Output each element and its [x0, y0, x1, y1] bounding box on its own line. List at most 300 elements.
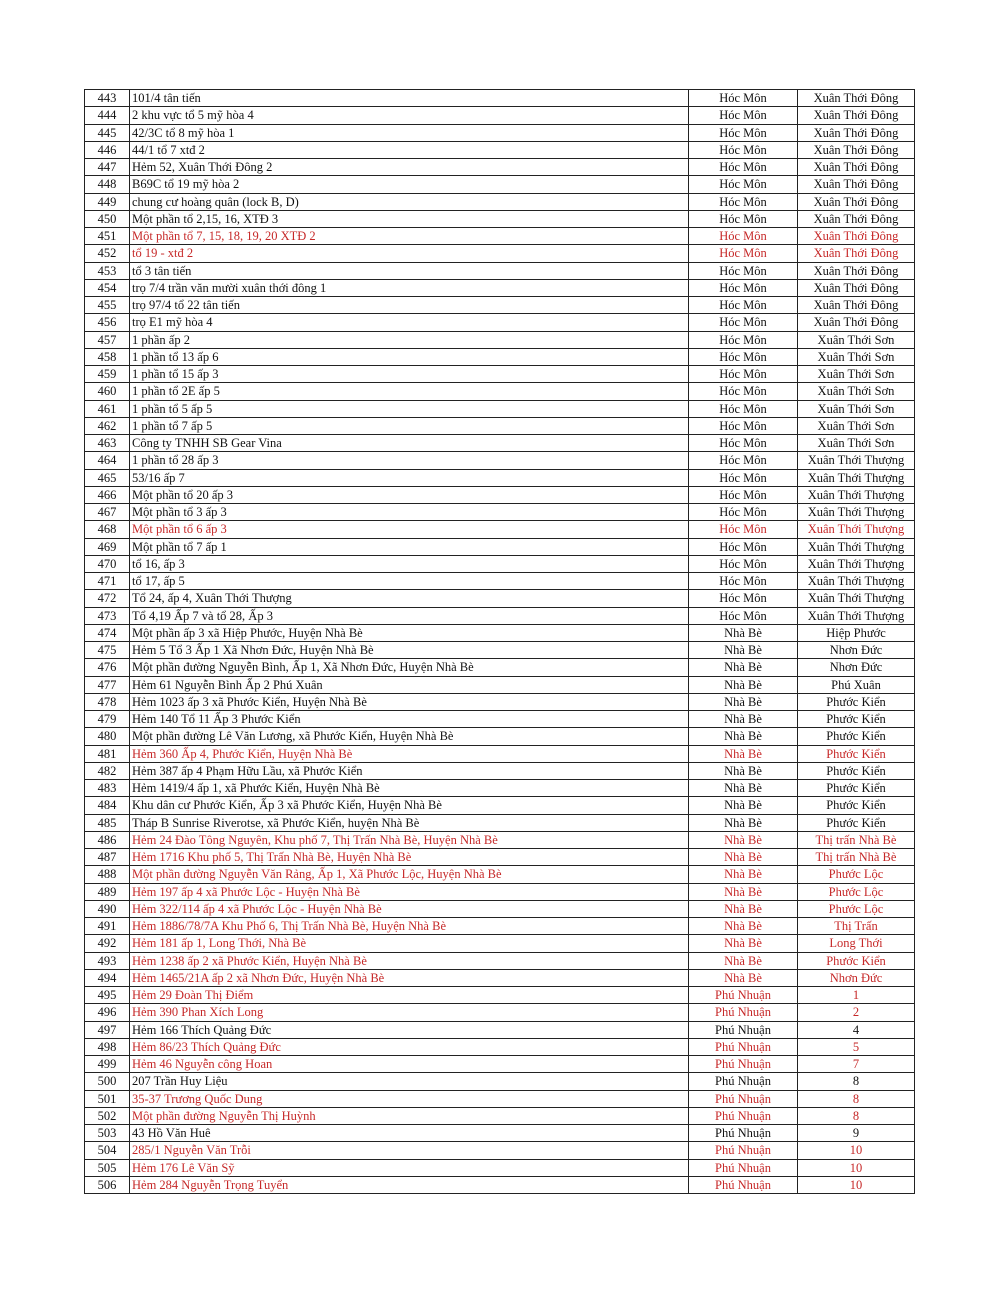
- table-row: [85, 900, 915, 917]
- table-row: [85, 435, 915, 452]
- row-number-cell: 499: [85, 1056, 130, 1073]
- table-row: [85, 348, 915, 365]
- row-number-cell: 476: [85, 659, 130, 676]
- address-cell: Một phần đường Nguyễn Thị Huỳnh: [130, 1107, 689, 1124]
- district-cell: Nhà Bè: [689, 711, 798, 728]
- row-number-cell: 479: [85, 711, 130, 728]
- row-number-cell: 446: [85, 141, 130, 158]
- table-row: [85, 314, 915, 331]
- table-row: [85, 400, 915, 417]
- table-row: [85, 1004, 915, 1021]
- table-row: [85, 417, 915, 434]
- address-cell: Hẻm 61 Nguyễn Bình Ấp 2 Phú Xuân: [130, 676, 689, 693]
- row-number-cell: 486: [85, 831, 130, 848]
- district-cell: Hóc Môn: [689, 504, 798, 521]
- row-number-cell: 466: [85, 486, 130, 503]
- ward-cell: Xuân Thới Thượng: [798, 573, 915, 590]
- ward-cell: Phước Kiển: [798, 762, 915, 779]
- district-cell: Nhà Bè: [689, 728, 798, 745]
- address-cell: tổ 16, ấp 3: [130, 555, 689, 572]
- address-cell: 1 phần tổ 2E ấp 5: [130, 383, 689, 400]
- table-row: [85, 1142, 915, 1159]
- address-cell: Hẻm 5 Tổ 3 Ấp 1 Xã Nhơn Đức, Huyện Nhà Bè: [130, 642, 689, 659]
- district-cell: Nhà Bè: [689, 762, 798, 779]
- row-number-cell: 503: [85, 1125, 130, 1142]
- row-number-cell: 490: [85, 900, 130, 917]
- row-number-cell: 443: [85, 90, 130, 107]
- address-cell: 1 phần tổ 5 ấp 5: [130, 400, 689, 417]
- district-cell: Hóc Môn: [689, 400, 798, 417]
- district-cell: Phú Nhuận: [689, 1038, 798, 1055]
- ward-cell: Phước Kiển: [798, 728, 915, 745]
- district-cell: Hóc Môn: [689, 331, 798, 348]
- address-cell: 207 Trần Huy Liệu: [130, 1073, 689, 1090]
- ward-cell: Xuân Thới Sơn: [798, 400, 915, 417]
- address-cell: 35-37 Trương Quốc Dung: [130, 1090, 689, 1107]
- table-row: [85, 1176, 915, 1193]
- district-cell: Hóc Môn: [689, 176, 798, 193]
- district-cell: Nhà Bè: [689, 624, 798, 641]
- ward-cell: Xuân Thới Sơn: [798, 366, 915, 383]
- ward-cell: Xuân Thới Đông: [798, 245, 915, 262]
- table-row: [85, 228, 915, 245]
- row-number-cell: 488: [85, 866, 130, 883]
- row-number-cell: 483: [85, 780, 130, 797]
- ward-cell: Phước Kiển: [798, 745, 915, 762]
- address-cell: 2 khu vực tổ 5 mỹ hòa 4: [130, 107, 689, 124]
- district-cell: Hóc Môn: [689, 159, 798, 176]
- address-cell: Hẻm 46 Nguyễn công Hoan: [130, 1056, 689, 1073]
- address-cell: Một phần tổ 2,15, 16, XTĐ 3: [130, 210, 689, 227]
- row-number-cell: 480: [85, 728, 130, 745]
- row-number-cell: 450: [85, 210, 130, 227]
- table-row: [85, 780, 915, 797]
- district-cell: Phú Nhuận: [689, 1125, 798, 1142]
- row-number-cell: 451: [85, 228, 130, 245]
- ward-cell: Xuân Thới Đông: [798, 124, 915, 141]
- district-cell: Hóc Môn: [689, 521, 798, 538]
- ward-cell: Xuân Thới Đông: [798, 107, 915, 124]
- ward-cell: Hiệp Phước: [798, 624, 915, 641]
- row-number-cell: 498: [85, 1038, 130, 1055]
- address-cell: Hẻm 52, Xuân Thới Đông 2: [130, 159, 689, 176]
- ward-cell: Xuân Thới Đông: [798, 210, 915, 227]
- address-cell: tổ 19 - xtđ 2: [130, 245, 689, 262]
- ward-cell: Xuân Thới Sơn: [798, 331, 915, 348]
- district-cell: Nhà Bè: [689, 814, 798, 831]
- table-row: [85, 711, 915, 728]
- ward-cell: 2: [798, 1004, 915, 1021]
- row-number-cell: 458: [85, 348, 130, 365]
- address-cell: Một phần đường Lê Văn Lương, xã Phước Kiển, Huyện Nhà Bè: [130, 728, 689, 745]
- table-row: [85, 849, 915, 866]
- ward-cell: 1: [798, 987, 915, 1004]
- row-number-cell: 501: [85, 1090, 130, 1107]
- row-number-cell: 504: [85, 1142, 130, 1159]
- row-number-cell: 491: [85, 918, 130, 935]
- table-row: [85, 797, 915, 814]
- address-cell: Một phần ấp 3 xã Hiệp Phước, Huyện Nhà Bè: [130, 624, 689, 641]
- row-number-cell: 481: [85, 745, 130, 762]
- district-cell: Hóc Môn: [689, 210, 798, 227]
- ward-cell: Nhơn Đức: [798, 969, 915, 986]
- district-cell: Hóc Môn: [689, 590, 798, 607]
- ward-cell: 8: [798, 1107, 915, 1124]
- district-cell: Hóc Môn: [689, 245, 798, 262]
- table-row: [85, 538, 915, 555]
- table-row: [85, 1125, 915, 1142]
- row-number-cell: 455: [85, 297, 130, 314]
- district-cell: Nhà Bè: [689, 831, 798, 848]
- address-cell: 1 phần tổ 13 ấp 6: [130, 348, 689, 365]
- row-number-cell: 445: [85, 124, 130, 141]
- table-row: [85, 1056, 915, 1073]
- address-cell: Hẻm 166 Thích Quảng Đức: [130, 1021, 689, 1038]
- address-cell: Một phần đường Nguyễn Bình, Ấp 1, Xã Nhơn Đức, Huyện Nhà Bè: [130, 659, 689, 676]
- address-cell: Hẻm 176 Lê Văn Sỹ: [130, 1159, 689, 1176]
- district-cell: Hóc Môn: [689, 417, 798, 434]
- district-cell: Hóc Môn: [689, 452, 798, 469]
- row-number-cell: 475: [85, 642, 130, 659]
- address-cell: Hẻm 322/114 ấp 4 xã Phước Lộc - Huyện Nhà Bè: [130, 900, 689, 917]
- table-row: [85, 279, 915, 296]
- table-row: [85, 590, 915, 607]
- table-row: [85, 486, 915, 503]
- address-cell: 1 phần tổ 28 ấp 3: [130, 452, 689, 469]
- row-number-cell: 468: [85, 521, 130, 538]
- district-cell: Phú Nhuận: [689, 1142, 798, 1159]
- row-number-cell: 494: [85, 969, 130, 986]
- address-cell: tổ 3 tân tiến: [130, 262, 689, 279]
- district-cell: Nhà Bè: [689, 918, 798, 935]
- address-cell: Hẻm 1886/78/7A Khu Phố 6, Thị Trấn Nhà Bè, Huyện Nhà Bè: [130, 918, 689, 935]
- district-cell: Nhà Bè: [689, 797, 798, 814]
- ward-cell: Phước Kiển: [798, 780, 915, 797]
- row-number-cell: 462: [85, 417, 130, 434]
- row-number-cell: 447: [85, 159, 130, 176]
- row-number-cell: 461: [85, 400, 130, 417]
- table-row: [85, 1159, 915, 1176]
- district-cell: Nhà Bè: [689, 780, 798, 797]
- table-row: [85, 383, 915, 400]
- row-number-cell: 459: [85, 366, 130, 383]
- district-cell: Hóc Môn: [689, 193, 798, 210]
- row-number-cell: 478: [85, 693, 130, 710]
- row-number-cell: 497: [85, 1021, 130, 1038]
- ward-cell: Xuân Thới Thượng: [798, 469, 915, 486]
- address-cell: Hẻm 1238 ấp 2 xã Phước Kiển, Huyện Nhà Bè: [130, 952, 689, 969]
- address-cell: Khu dân cư Phước Kiển, Ấp 3 xã Phước Kiển, Huyện Nhà Bè: [130, 797, 689, 814]
- ward-cell: Xuân Thới Sơn: [798, 435, 915, 452]
- ward-cell: 8: [798, 1090, 915, 1107]
- address-cell: Tổ 4,19 Ấp 7 và tổ 28, Ấp 3: [130, 607, 689, 624]
- district-cell: Nhà Bè: [689, 849, 798, 866]
- row-number-cell: 456: [85, 314, 130, 331]
- row-number-cell: 493: [85, 952, 130, 969]
- table-row: [85, 366, 915, 383]
- district-cell: Phú Nhuận: [689, 1107, 798, 1124]
- ward-cell: Thị trấn Nhà Bè: [798, 831, 915, 848]
- table-row: [85, 814, 915, 831]
- table-row: [85, 987, 915, 1004]
- address-cell: Hẻm 24 Đào Tông Nguyên, Khu phố 7, Thị Trấn Nhà Bè, Huyện Nhà Bè: [130, 831, 689, 848]
- row-number-cell: 473: [85, 607, 130, 624]
- ward-cell: Xuân Thới Thượng: [798, 521, 915, 538]
- table-row: [85, 762, 915, 779]
- ward-cell: 10: [798, 1142, 915, 1159]
- ward-cell: Xuân Thới Sơn: [798, 417, 915, 434]
- row-number-cell: 492: [85, 935, 130, 952]
- row-number-cell: 477: [85, 676, 130, 693]
- row-number-cell: 487: [85, 849, 130, 866]
- table-row: [85, 141, 915, 158]
- address-cell: Hẻm 181 ấp 1, Long Thới, Nhà Bè: [130, 935, 689, 952]
- ward-cell: Phước Lộc: [798, 866, 915, 883]
- table-row: [85, 952, 915, 969]
- ward-cell: 4: [798, 1021, 915, 1038]
- address-cell: Hẻm 29 Đoàn Thị Điểm: [130, 987, 689, 1004]
- address-cell: Một phần tổ 7 ấp 1: [130, 538, 689, 555]
- district-cell: Phú Nhuận: [689, 1159, 798, 1176]
- address-cell: tổ 17, ấp 5: [130, 573, 689, 590]
- row-number-cell: 444: [85, 107, 130, 124]
- ward-cell: 7: [798, 1056, 915, 1073]
- district-cell: Phú Nhuận: [689, 1073, 798, 1090]
- ward-cell: Phước Kiển: [798, 952, 915, 969]
- ward-cell: Xuân Thới Đông: [798, 262, 915, 279]
- ward-cell: Xuân Thới Đông: [798, 314, 915, 331]
- table-row: [85, 607, 915, 624]
- address-cell: Công ty TNHH SB Gear Vina: [130, 435, 689, 452]
- row-number-cell: 485: [85, 814, 130, 831]
- ward-cell: Xuân Thới Thượng: [798, 452, 915, 469]
- district-cell: Phú Nhuận: [689, 987, 798, 1004]
- address-cell: 43 Hồ Văn Huê: [130, 1125, 689, 1142]
- address-cell: Hẻm 387 ấp 4 Phạm Hữu Lầu, xã Phước Kiển: [130, 762, 689, 779]
- row-number-cell: 482: [85, 762, 130, 779]
- ward-cell: Nhơn Đức: [798, 659, 915, 676]
- address-cell: Hẻm 1465/21A ấp 2 xã Nhơn Đức, Huyện Nhà Bè: [130, 969, 689, 986]
- address-cell: Một phần tổ 3 ấp 3: [130, 504, 689, 521]
- address-cell: 53/16 ấp 7: [130, 469, 689, 486]
- address-cell: 1 phần ấp 2: [130, 331, 689, 348]
- ward-cell: 9: [798, 1125, 915, 1142]
- address-cell: 1 phần tổ 7 ấp 5: [130, 417, 689, 434]
- table-row: [85, 90, 915, 107]
- ward-cell: 10: [798, 1159, 915, 1176]
- table-body: [85, 90, 915, 1194]
- row-number-cell: 472: [85, 590, 130, 607]
- ward-cell: Phước Kiển: [798, 693, 915, 710]
- address-cell: Một phần tổ 7, 15, 18, 19, 20 XTĐ 2: [130, 228, 689, 245]
- table-row: [85, 159, 915, 176]
- ward-cell: Xuân Thới Đông: [798, 176, 915, 193]
- district-cell: Nhà Bè: [689, 659, 798, 676]
- district-cell: Nhà Bè: [689, 935, 798, 952]
- address-cell: Hẻm 1716 Khu phố 5, Thị Trấn Nhà Bè, Huyện Nhà Bè: [130, 849, 689, 866]
- row-number-cell: 448: [85, 176, 130, 193]
- district-cell: Nhà Bè: [689, 745, 798, 762]
- row-number-cell: 463: [85, 435, 130, 452]
- district-cell: Nhà Bè: [689, 676, 798, 693]
- row-number-cell: 506: [85, 1176, 130, 1193]
- row-number-cell: 467: [85, 504, 130, 521]
- address-cell: 42/3C tổ 8 mỹ hòa 1: [130, 124, 689, 141]
- ward-cell: Phước Kiển: [798, 797, 915, 814]
- table-row: [85, 883, 915, 900]
- row-number-cell: 452: [85, 245, 130, 262]
- district-cell: Hóc Môn: [689, 228, 798, 245]
- address-table: [84, 89, 915, 1194]
- row-number-cell: 489: [85, 883, 130, 900]
- row-number-cell: 457: [85, 331, 130, 348]
- ward-cell: Phước Kiển: [798, 814, 915, 831]
- row-number-cell: 484: [85, 797, 130, 814]
- table-row: [85, 555, 915, 572]
- row-number-cell: 502: [85, 1107, 130, 1124]
- ward-cell: Xuân Thới Đông: [798, 193, 915, 210]
- district-cell: Hóc Môn: [689, 279, 798, 296]
- district-cell: Nhà Bè: [689, 866, 798, 883]
- district-cell: Phú Nhuận: [689, 1090, 798, 1107]
- table-row: [85, 107, 915, 124]
- district-cell: Hóc Môn: [689, 555, 798, 572]
- address-cell: Hẻm 197 ấp 4 xã Phước Lộc - Huyện Nhà Bè: [130, 883, 689, 900]
- address-cell: chung cư hoàng quân (lock B, D): [130, 193, 689, 210]
- address-cell: trọ 7/4 trần văn mười xuân thới đông 1: [130, 279, 689, 296]
- address-cell: 1 phần tổ 15 ấp 3: [130, 366, 689, 383]
- district-cell: Hóc Môn: [689, 573, 798, 590]
- district-cell: Nhà Bè: [689, 900, 798, 917]
- table-row: [85, 935, 915, 952]
- district-cell: Hóc Môn: [689, 383, 798, 400]
- row-number-cell: 505: [85, 1159, 130, 1176]
- table-row: [85, 193, 915, 210]
- district-cell: Hóc Môn: [689, 348, 798, 365]
- row-number-cell: 474: [85, 624, 130, 641]
- ward-cell: Phước Lộc: [798, 900, 915, 917]
- table-row: [85, 659, 915, 676]
- district-cell: Hóc Môn: [689, 262, 798, 279]
- district-cell: Phú Nhuận: [689, 1176, 798, 1193]
- table-row: [85, 176, 915, 193]
- district-cell: Hóc Môn: [689, 107, 798, 124]
- ward-cell: Xuân Thới Đông: [798, 297, 915, 314]
- district-cell: Nhà Bè: [689, 642, 798, 659]
- district-cell: Hóc Môn: [689, 124, 798, 141]
- ward-cell: Xuân Thới Đông: [798, 228, 915, 245]
- row-number-cell: 465: [85, 469, 130, 486]
- district-cell: Hóc Môn: [689, 486, 798, 503]
- ward-cell: Xuân Thới Sơn: [798, 383, 915, 400]
- ward-cell: Long Thới: [798, 935, 915, 952]
- ward-cell: Xuân Thới Đông: [798, 141, 915, 158]
- row-number-cell: 500: [85, 1073, 130, 1090]
- table-row: [85, 521, 915, 538]
- table-row: [85, 245, 915, 262]
- ward-cell: Phú Xuân: [798, 676, 915, 693]
- address-cell: Hẻm 284 Nguyễn Trọng Tuyển: [130, 1176, 689, 1193]
- table-row: [85, 452, 915, 469]
- ward-cell: Xuân Thới Đông: [798, 159, 915, 176]
- ward-cell: 5: [798, 1038, 915, 1055]
- table-row: [85, 297, 915, 314]
- ward-cell: Xuân Thới Thượng: [798, 538, 915, 555]
- address-cell: Tháp B Sunrise Riverotse, xã Phước Kiển, huyện Nhà Bè: [130, 814, 689, 831]
- table-row: [85, 124, 915, 141]
- row-number-cell: 453: [85, 262, 130, 279]
- row-number-cell: 460: [85, 383, 130, 400]
- address-cell: Một phần tổ 20 ấp 3: [130, 486, 689, 503]
- address-cell: B69C tổ 19 mỹ hòa 2: [130, 176, 689, 193]
- table-row: [85, 866, 915, 883]
- address-cell: trọ E1 mỹ hòa 4: [130, 314, 689, 331]
- address-cell: Hẻm 390 Phan Xích Long: [130, 1004, 689, 1021]
- table-row: [85, 504, 915, 521]
- row-number-cell: 470: [85, 555, 130, 572]
- ward-cell: 8: [798, 1073, 915, 1090]
- table-row: [85, 1090, 915, 1107]
- district-cell: Hóc Môn: [689, 141, 798, 158]
- ward-cell: Xuân Thới Thượng: [798, 555, 915, 572]
- district-cell: Phú Nhuận: [689, 1021, 798, 1038]
- ward-cell: 10: [798, 1176, 915, 1193]
- ward-cell: Nhơn Đức: [798, 642, 915, 659]
- district-cell: Hóc Môn: [689, 297, 798, 314]
- table-row: [85, 831, 915, 848]
- ward-cell: Xuân Thới Đông: [798, 90, 915, 107]
- row-number-cell: 454: [85, 279, 130, 296]
- table-row: [85, 745, 915, 762]
- district-cell: Nhà Bè: [689, 969, 798, 986]
- address-cell: 44/1 tổ 7 xtđ 2: [130, 141, 689, 158]
- ward-cell: Xuân Thới Thượng: [798, 504, 915, 521]
- row-number-cell: 469: [85, 538, 130, 555]
- address-cell: Hẻm 1023 ấp 3 xã Phước Kiển, Huyện Nhà Bè: [130, 693, 689, 710]
- address-cell: Hẻm 1419/4 ấp 1, xã Phước Kiển, Huyện Nhà Bè: [130, 780, 689, 797]
- table-row: [85, 728, 915, 745]
- ward-cell: Xuân Thới Đông: [798, 279, 915, 296]
- address-cell: Tổ 24, ấp 4, Xuân Thới Thượng: [130, 590, 689, 607]
- address-cell: Một phần đường Nguyễn Văn Rảng, Ấp 1, Xã Phước Lộc, Huyện Nhà Bè: [130, 866, 689, 883]
- address-cell: 285/1 Nguyễn Văn Trỗi: [130, 1142, 689, 1159]
- address-cell: Một phần tổ 6 ấp 3: [130, 521, 689, 538]
- table-row: [85, 1021, 915, 1038]
- district-cell: Hóc Môn: [689, 538, 798, 555]
- district-cell: Hóc Môn: [689, 469, 798, 486]
- district-cell: Hóc Môn: [689, 314, 798, 331]
- district-cell: Phú Nhuận: [689, 1056, 798, 1073]
- table-row: [85, 1073, 915, 1090]
- district-cell: Hóc Môn: [689, 90, 798, 107]
- district-cell: Nhà Bè: [689, 952, 798, 969]
- district-cell: Nhà Bè: [689, 883, 798, 900]
- table-row: [85, 573, 915, 590]
- table-row: [85, 262, 915, 279]
- table-row: [85, 693, 915, 710]
- district-cell: Hóc Môn: [689, 435, 798, 452]
- address-cell: trọ 97/4 tổ 22 tân tiến: [130, 297, 689, 314]
- ward-cell: Xuân Thới Thượng: [798, 607, 915, 624]
- district-cell: Phú Nhuận: [689, 1004, 798, 1021]
- table-row: [85, 210, 915, 227]
- ward-cell: Phước Kiển: [798, 711, 915, 728]
- ward-cell: Thị trấn Nhà Bè: [798, 849, 915, 866]
- row-number-cell: 464: [85, 452, 130, 469]
- table-row: [85, 1107, 915, 1124]
- ward-cell: Xuân Thới Sơn: [798, 348, 915, 365]
- ward-cell: Thị Trấn: [798, 918, 915, 935]
